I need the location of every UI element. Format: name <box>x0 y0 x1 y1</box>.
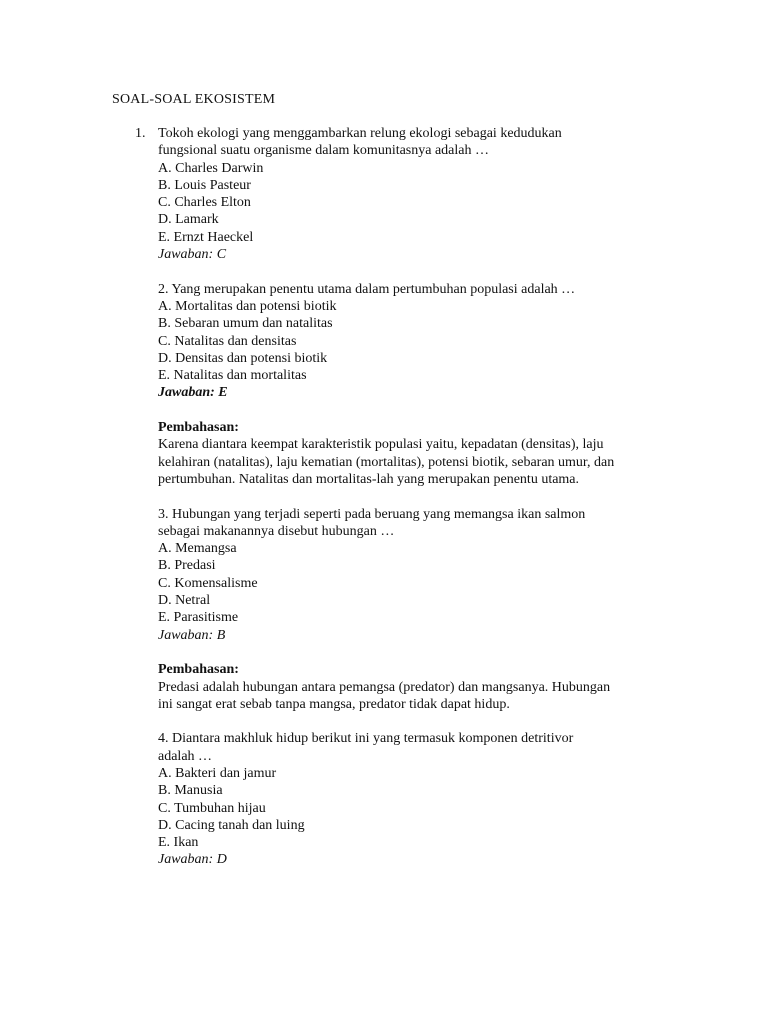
option: B. Sebaran umum dan natalitas <box>158 316 333 332</box>
answer: Jawaban: D <box>158 852 227 868</box>
question-3 <box>158 506 658 714</box>
option: C. Charles Elton <box>158 195 251 211</box>
explanation-heading: Pembahasan: <box>158 662 239 678</box>
answer: Jawaban: B <box>158 627 226 643</box>
option: D. Lamark <box>158 212 219 228</box>
option: C. Natalitas dan densitas <box>158 333 297 349</box>
explanation-line: Predasi adalah hubungan antara pemangsa (predator) dan mangsanya. Hubungan <box>158 679 611 695</box>
option: A. Mortalitas dan potensi biotik <box>158 298 337 314</box>
spacer <box>158 644 658 661</box>
option: E. Parasitisme <box>158 610 239 626</box>
option: E. Ernzt Haeckel <box>158 229 254 245</box>
document-body <box>158 125 658 869</box>
question-4-text-line-2: adalah … <box>158 748 213 764</box>
document-title: SOAL-SOAL EKOSISTEM <box>112 92 276 107</box>
answer: Jawaban: C <box>158 247 227 263</box>
question-3-text-line-2: sebagai makanannya disebut hubungan … <box>158 523 395 539</box>
question-1-number: 1. <box>135 126 146 141</box>
option: D. Cacing tanah dan luing <box>158 817 305 833</box>
spacer <box>158 402 658 419</box>
spacer <box>158 713 658 730</box>
question-4 <box>158 730 658 868</box>
answer: Jawaban: E <box>158 385 228 401</box>
explanation-line: Karena diantara keempat karakteristik populasi yaitu, kepadatan (densitas), laju <box>158 437 604 453</box>
option: E. Ikan <box>158 835 199 851</box>
option: E. Natalitas dan mortalitas <box>158 368 307 384</box>
explanation-line: pertumbuhan. Natalitas dan mortalitas-lah yang merupakan penentu utama. <box>158 471 580 487</box>
option: A. Memangsa <box>158 541 237 557</box>
question-1-text-line-2: fungsional suatu organisme dalam komunitasnya adalah … <box>158 143 490 159</box>
option: A. Charles Darwin <box>158 160 264 176</box>
option: C. Komensalisme <box>158 575 258 591</box>
explanation-line: ini sangat erat sebab tanpa mangsa, predator tidak dapat hidup. <box>158 696 510 712</box>
question-3-text-line-1: 3. Hubungan yang terjadi seperti pada beruang yang memangsa ikan salmon <box>158 506 586 522</box>
explanation-line: kelahiran (natalitas), laju kematian (mortalitas), potensi biotik, sebaran umur, dan <box>158 454 615 470</box>
option: D. Densitas dan potensi biotik <box>158 350 328 366</box>
option: B. Predasi <box>158 558 216 574</box>
spacer <box>158 488 658 505</box>
question-2 <box>158 281 658 489</box>
explanation-heading: Pembahasan: <box>158 420 239 436</box>
question-2-text: 2. Yang merupakan penentu utama dalam pertumbuhan populasi adalah … <box>158 281 576 297</box>
option: B. Manusia <box>158 783 223 799</box>
option: A. Bakteri dan jamur <box>158 765 277 781</box>
question-1 <box>158 125 658 263</box>
option: C. Tumbuhan hijau <box>158 800 266 816</box>
question-1-text-line-1: Tokoh ekologi yang menggambarkan relung ekologi sebagai kedudukan <box>158 126 562 141</box>
option: D. Netral <box>158 593 211 609</box>
spacer <box>158 263 658 280</box>
option: B. Louis Pasteur <box>158 177 251 193</box>
question-4-text-line-1: 4. Diantara makhluk hidup berikut ini yang termasuk komponen detritivor <box>158 731 574 747</box>
